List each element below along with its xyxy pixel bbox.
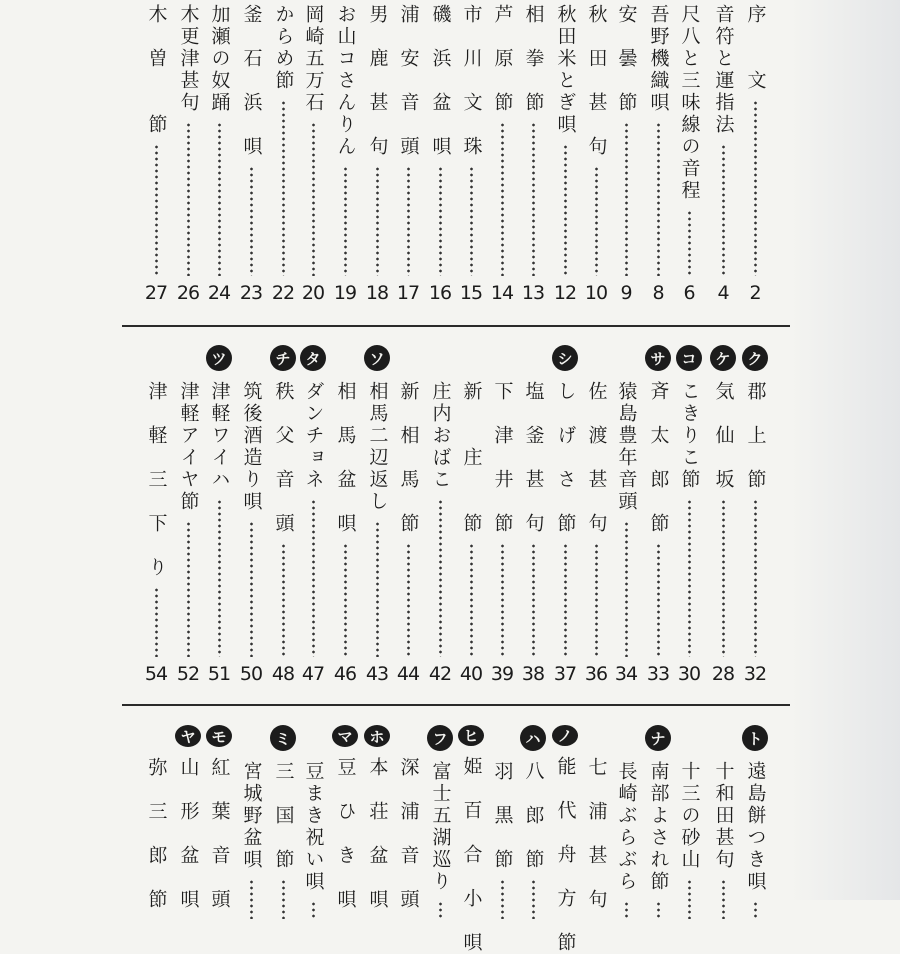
dot-leader [657, 901, 660, 919]
page-number: 20 [301, 282, 325, 304]
dot-leader [722, 144, 725, 276]
song-title: 釜 石 浜 唄 [240, 4, 263, 158]
song-title: 佐 渡 甚 句 [585, 381, 608, 535]
dot-leader [312, 122, 315, 276]
page-number: 22 [271, 282, 295, 304]
page-number: 16 [428, 282, 452, 304]
toc-entry [297, 4, 329, 304]
toc-entry [203, 4, 235, 304]
page-number: 42 [428, 663, 452, 685]
page-number: 32 [743, 663, 767, 685]
song-title: 津軽アイヤ節 [177, 381, 200, 513]
dot-leader [532, 879, 535, 919]
toc-entry [486, 725, 518, 925]
kana-index-mark: ツ [206, 345, 232, 371]
song-title: 下 津 井 節 [491, 381, 514, 535]
kana-index-mark [613, 725, 639, 751]
dot-leader [501, 879, 504, 919]
song-title: 斉 太 郎 節 [647, 381, 670, 535]
song-title: 本 荘 盆 唄 [366, 757, 389, 911]
dot-leader [625, 122, 628, 276]
page-number: 48 [271, 663, 295, 685]
toc-entry [140, 4, 172, 304]
toc-entry [392, 345, 424, 685]
page-number: 33 [646, 663, 670, 685]
song-title: 木 曽 節 [145, 4, 168, 136]
dot-leader [218, 499, 221, 657]
page-number: 51 [207, 663, 231, 685]
dot-leader [595, 166, 598, 276]
page-number: 28 [711, 663, 735, 685]
kana-index-mark: シ [552, 345, 578, 371]
kana-index-mark [710, 725, 736, 751]
page-number: 52 [176, 663, 200, 685]
toc-entry [610, 345, 642, 685]
toc-entry [267, 345, 299, 685]
toc-entry [267, 725, 299, 925]
page-number: 24 [207, 282, 231, 304]
dot-leader [754, 499, 757, 657]
song-title: 相 馬 盆 唄 [334, 381, 357, 535]
kana-index-mark [583, 725, 609, 747]
toc-entry [140, 345, 172, 685]
page-number: 43 [365, 663, 389, 685]
toc-entry [172, 725, 204, 925]
toc-entry [267, 4, 299, 304]
dot-leader [657, 122, 660, 276]
dot-leader [470, 543, 473, 657]
page-number: 30 [677, 663, 701, 685]
dot-leader [250, 521, 253, 657]
dot-leader [532, 122, 535, 276]
toc-band-1 [0, 4, 790, 304]
kana-index-mark [489, 345, 515, 371]
toc-entry [486, 345, 518, 685]
song-title: 三 国 節 [272, 761, 295, 871]
kana-index-mark: チ [270, 345, 296, 371]
dot-leader [155, 587, 158, 657]
kana-index-mark [332, 345, 358, 371]
kana-index-mark [175, 345, 201, 371]
kana-index-mark: ト [742, 725, 768, 751]
dot-leader [595, 543, 598, 657]
dot-leader [218, 122, 221, 276]
kana-index-mark: サ [645, 345, 671, 371]
song-title: 津軽ワイハ [208, 381, 231, 491]
song-title: 相馬二辺返し [366, 381, 389, 513]
song-title: からめ節 [272, 4, 295, 92]
toc-entry [455, 345, 487, 685]
page-number: 38 [521, 663, 545, 685]
page-number: 50 [239, 663, 263, 685]
background-shade [790, 0, 900, 900]
song-title: 長崎ぶらぶら [615, 761, 638, 893]
kana-index-mark: ホ [364, 725, 390, 747]
song-title: し げ さ 節 [554, 381, 577, 535]
toc-entry [580, 725, 612, 925]
dot-leader [312, 901, 315, 919]
toc-entry [392, 725, 424, 925]
dot-leader [564, 144, 567, 276]
toc-entry [140, 725, 172, 925]
toc-entry [707, 4, 739, 304]
toc-entry [517, 345, 549, 685]
song-title: 郡 上 節 [744, 381, 767, 491]
toc-entry [424, 725, 456, 925]
page-number: 46 [333, 663, 357, 685]
song-title: 磯 浜 盆 唄 [429, 4, 452, 158]
song-title: 岡崎五万石 [302, 4, 325, 114]
kana-index-mark: ミ [270, 725, 296, 751]
kana-index-mark: モ [206, 725, 232, 747]
toc-entry [172, 4, 204, 304]
toc-entry [329, 345, 361, 685]
song-title: 筑後酒造り唄 [240, 381, 263, 513]
dot-leader [282, 543, 285, 657]
dot-leader [657, 543, 660, 657]
toc-entry [642, 4, 674, 304]
dot-leader [688, 879, 691, 919]
toc-band-3 [0, 725, 790, 954]
toc-entry [673, 725, 705, 925]
dot-leader [439, 901, 442, 919]
kana-index-mark [300, 725, 326, 751]
dot-leader [407, 166, 410, 276]
song-title: 男 鹿 甚 句 [366, 4, 389, 158]
toc-entry [424, 345, 456, 685]
kana-index-mark [143, 345, 169, 371]
dot-leader [625, 521, 628, 657]
song-title: 七 浦 甚 句 [585, 757, 608, 911]
song-title: 能 代 舟 方 節 [554, 756, 577, 954]
song-title: 木更津甚句 [177, 4, 200, 114]
toc-entry [297, 345, 329, 685]
toc-entry [739, 345, 771, 685]
toc-entry [580, 4, 612, 304]
song-title: 八 郎 節 [522, 761, 545, 871]
kana-index-mark [489, 725, 515, 751]
kana-index-mark [395, 725, 421, 747]
kana-index-mark: ノ [552, 725, 578, 746]
song-title: 相 拳 節 [522, 4, 545, 114]
page-number: 27 [144, 282, 168, 304]
page-number: 54 [144, 663, 168, 685]
toc-entry [517, 725, 549, 925]
kana-index-mark: ケ [710, 345, 736, 371]
page-number: 9 [620, 282, 632, 304]
page-number: 4 [717, 282, 729, 304]
kana-index-mark [427, 345, 453, 371]
kana-index-mark [395, 345, 421, 371]
dot-leader [439, 499, 442, 657]
song-title: 気 仙 坂 [712, 381, 735, 491]
kana-index-mark: ク [742, 345, 768, 371]
toc-entry [455, 4, 487, 304]
song-title: 羽 黒 節 [491, 761, 514, 871]
dot-leader [688, 499, 691, 657]
song-title: 秋 田 甚 句 [585, 4, 608, 158]
song-title: 遠島餅つき唄 [744, 761, 767, 893]
page-number: 36 [584, 663, 608, 685]
dot-leader [187, 521, 190, 657]
dot-leader [155, 144, 158, 276]
toc-entry [549, 725, 581, 954]
toc-entry [455, 725, 487, 954]
kana-index-mark [238, 725, 264, 751]
toc-entry [392, 4, 424, 304]
toc-entry [235, 725, 267, 925]
dot-leader [532, 543, 535, 657]
song-title: 弥 三 郎 節 [145, 757, 168, 911]
toc-entry [329, 4, 361, 304]
toc-entry [610, 4, 642, 304]
song-title: お山コさんりん [334, 4, 357, 158]
page-number: 2 [749, 282, 761, 304]
page-number: 26 [176, 282, 200, 304]
dot-leader [754, 100, 757, 276]
song-title: 十和田甚句 [712, 761, 735, 871]
toc-entry [235, 345, 267, 685]
dot-leader [501, 543, 504, 657]
toc-entry [172, 345, 204, 685]
song-title: 秩 父 音 頭 [272, 381, 295, 535]
kana-index-mark [613, 345, 639, 371]
kana-index-mark [520, 345, 546, 371]
toc-entry [673, 4, 705, 304]
toc-entry [549, 4, 581, 304]
kana-index-mark [238, 345, 264, 371]
dot-leader [344, 166, 347, 276]
song-title: 宮城野盆唄 [240, 761, 263, 871]
page-number: 15 [459, 282, 483, 304]
kana-index-mark: フ [427, 725, 453, 751]
song-title: 猿島豊年音頭 [615, 381, 638, 513]
dot-leader [754, 901, 757, 919]
kana-index-mark [458, 345, 484, 371]
toc-entry [486, 4, 518, 304]
page-number: 19 [333, 282, 357, 304]
song-title: 山 形 盆 唄 [177, 757, 200, 911]
toc-entry [707, 345, 739, 685]
toc-entry [424, 4, 456, 304]
dot-leader [282, 100, 285, 276]
kana-index-mark [143, 725, 169, 747]
song-title: 市 川 文 珠 [460, 4, 483, 158]
song-title: 南部よされ節 [647, 761, 670, 893]
dot-leader [250, 166, 253, 276]
song-title: 豆まき祝い唄 [302, 761, 325, 893]
page-number: 14 [490, 282, 514, 304]
song-title: 序 文 [744, 4, 767, 92]
song-title: 紅 葉 音 頭 [208, 757, 231, 911]
song-title: 加瀬の奴踊 [208, 4, 231, 114]
toc-entry [203, 725, 235, 925]
kana-index-mark [583, 345, 609, 371]
kana-index-mark: タ [300, 345, 326, 371]
toc-entry [549, 345, 581, 685]
dot-leader [470, 166, 473, 276]
song-title: 塩 釜 甚 句 [522, 381, 545, 535]
song-title: ダンチョネ [302, 381, 325, 491]
song-title: 津 軽 三 下 り [145, 381, 168, 579]
toc-entry [580, 345, 612, 685]
toc-entry [739, 4, 771, 304]
dot-leader [722, 879, 725, 919]
toc-entry [642, 725, 674, 925]
kana-index-mark: ヒ [458, 725, 484, 746]
page-number: 39 [490, 663, 514, 685]
dot-leader [312, 499, 315, 657]
dot-leader [722, 499, 725, 657]
song-title: 尺八と三味線の音程 [678, 4, 701, 202]
toc-entry [329, 725, 361, 925]
dot-leader [564, 543, 567, 657]
page-number: 40 [459, 663, 483, 685]
song-title: こきりこ節 [678, 381, 701, 491]
toc-entry [707, 725, 739, 925]
song-title: 新 相 馬 節 [397, 381, 420, 535]
page-number: 10 [584, 282, 608, 304]
dot-leader [376, 166, 379, 276]
page-number: 23 [239, 282, 263, 304]
dot-leader [187, 122, 190, 276]
song-title: 十三の砂山 [678, 761, 701, 871]
toc-entry [739, 725, 771, 925]
toc-entry [517, 4, 549, 304]
kana-index-mark: ハ [520, 725, 546, 751]
kana-index-mark: ナ [645, 725, 671, 751]
toc-entry [642, 345, 674, 685]
toc-entry [673, 345, 705, 685]
page-number: 17 [396, 282, 420, 304]
song-title: 庄内おばこ [429, 381, 452, 491]
toc-entry [203, 345, 235, 685]
toc-band-2 [0, 345, 790, 685]
song-title: 富士五湖巡り [429, 761, 452, 893]
page-number: 13 [521, 282, 545, 304]
toc-entry [361, 345, 393, 685]
song-title: 音符と運指法 [712, 4, 735, 136]
dot-leader [501, 122, 504, 276]
song-title: 豆 ひ き 唄 [334, 757, 357, 911]
song-title: 安 曇 節 [615, 4, 638, 114]
kana-index-mark: ソ [364, 345, 390, 371]
page-number: 6 [683, 282, 695, 304]
dot-leader [688, 210, 691, 276]
page-number: 12 [553, 282, 577, 304]
kana-index-mark: ヤ [175, 725, 201, 747]
dot-leader [344, 543, 347, 657]
dot-leader [250, 879, 253, 919]
section-divider [122, 704, 790, 706]
dot-leader [407, 543, 410, 657]
kana-index-mark: マ [332, 725, 358, 747]
dot-leader [439, 166, 442, 276]
page-number: 47 [301, 663, 325, 685]
song-title: 浦 安 音 頭 [397, 4, 420, 158]
toc-entry [610, 725, 642, 925]
song-title: 深 浦 音 頭 [397, 757, 420, 911]
song-title: 吾野機織唄 [647, 4, 670, 114]
kana-index-mark: コ [676, 345, 702, 371]
dot-leader [625, 901, 628, 919]
page-number: 18 [365, 282, 389, 304]
kana-index-mark [676, 725, 702, 751]
page-number: 34 [614, 663, 638, 685]
song-title: 新 庄 節 [460, 381, 483, 535]
section-divider [122, 325, 790, 327]
page-number: 8 [652, 282, 664, 304]
song-title: 姫 百 合 小 唄 [460, 756, 483, 954]
song-title: 秋田米とぎ唄 [554, 4, 577, 136]
dot-leader [282, 879, 285, 919]
song-title: 芦 原 節 [491, 4, 514, 114]
toc-entry [361, 4, 393, 304]
page-number: 44 [396, 663, 420, 685]
toc-entry [235, 4, 267, 304]
page-number: 37 [553, 663, 577, 685]
toc-entry [297, 725, 329, 925]
toc-entry [361, 725, 393, 925]
dot-leader [376, 521, 379, 657]
